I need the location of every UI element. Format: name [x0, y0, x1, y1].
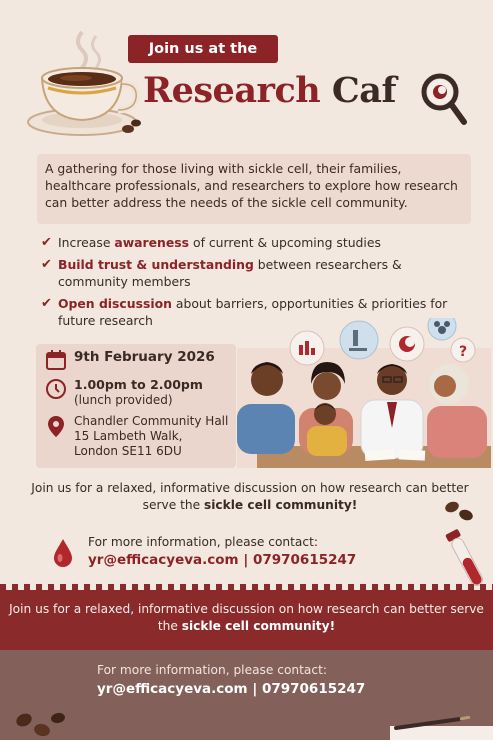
bullet-text: of current & upcoming studies — [189, 235, 381, 250]
event-details — [36, 344, 236, 468]
list-item — [41, 234, 471, 251]
page-title — [143, 70, 396, 111]
contact-link[interactable]: yr@efficacyeva.com | 07970615247 — [88, 552, 357, 568]
band-text — [0, 601, 493, 635]
event-time-row — [44, 377, 203, 408]
location-pin-icon — [44, 414, 68, 438]
community-discussion-illustration — [237, 318, 491, 468]
intro-text: A gathering for those living with sickle cell, their families, healthcare professionals, and researchers to explore how research can better address the needs of the sickle cell community. — [37, 154, 471, 224]
pen-icon — [390, 716, 493, 740]
event-time: 1.00pm to 2.00pm — [74, 377, 203, 392]
event-date: 9th February 2026 — [74, 349, 215, 365]
footer-contact-block — [97, 663, 365, 697]
band-text-main: Join us for a relaxed, informative discussion on how research can better serve the — [9, 602, 484, 633]
bullet-highlight: Build trust & understanding — [58, 257, 254, 272]
closing-text — [30, 480, 470, 514]
closing-highlight: sickle cell community! — [203, 498, 358, 512]
closing-text-main: Join us for a relaxed, informative discussion on how research can better serve the — [31, 481, 469, 512]
magnifier-icon — [418, 70, 468, 128]
event-time-note: (lunch provided) — [74, 393, 173, 407]
title-end: Caf — [331, 70, 396, 111]
check-icon: ✔ — [41, 296, 52, 311]
svg-text:?: ? — [459, 344, 468, 360]
clock-icon — [44, 377, 68, 401]
event-date-row — [44, 348, 215, 372]
event-address-line2: London SE11 6DU — [74, 444, 182, 458]
footer-contact-link[interactable]: yr@efficacyeva.com | 07970615247 — [97, 681, 366, 697]
coffee-beans-icon — [10, 706, 70, 740]
bullet-highlight: awareness — [114, 235, 190, 250]
blood-drop-icon — [52, 538, 74, 568]
coffee-beans-icon — [440, 495, 480, 525]
event-address-line1: 15 Lambeth Walk, — [74, 429, 183, 443]
header-ribbon: Join us at the — [128, 35, 278, 63]
coffee-cup-icon — [24, 26, 142, 136]
calendar-icon — [44, 348, 68, 372]
check-icon: ✔ — [41, 235, 52, 250]
contact-label: For more information, please contact: — [88, 535, 318, 549]
title-main: Research — [143, 70, 321, 111]
bullet-text: between researchers & community members — [58, 257, 402, 289]
bullet-text: about barriers, opportunities & priorities for future research — [58, 296, 448, 328]
bullet-highlight: Open discussion — [58, 296, 172, 311]
event-location-row — [44, 414, 228, 459]
contact-block — [88, 535, 356, 568]
list-item — [41, 256, 471, 290]
check-icon: ✔ — [41, 257, 52, 272]
band-highlight: sickle cell community! — [181, 619, 336, 633]
event-venue: Chandler Community Hall — [74, 414, 229, 428]
footer-contact-label: For more information, please contact: — [97, 663, 327, 677]
bullet-text: Increase — [58, 235, 115, 250]
test-tube-icon — [444, 523, 484, 593]
